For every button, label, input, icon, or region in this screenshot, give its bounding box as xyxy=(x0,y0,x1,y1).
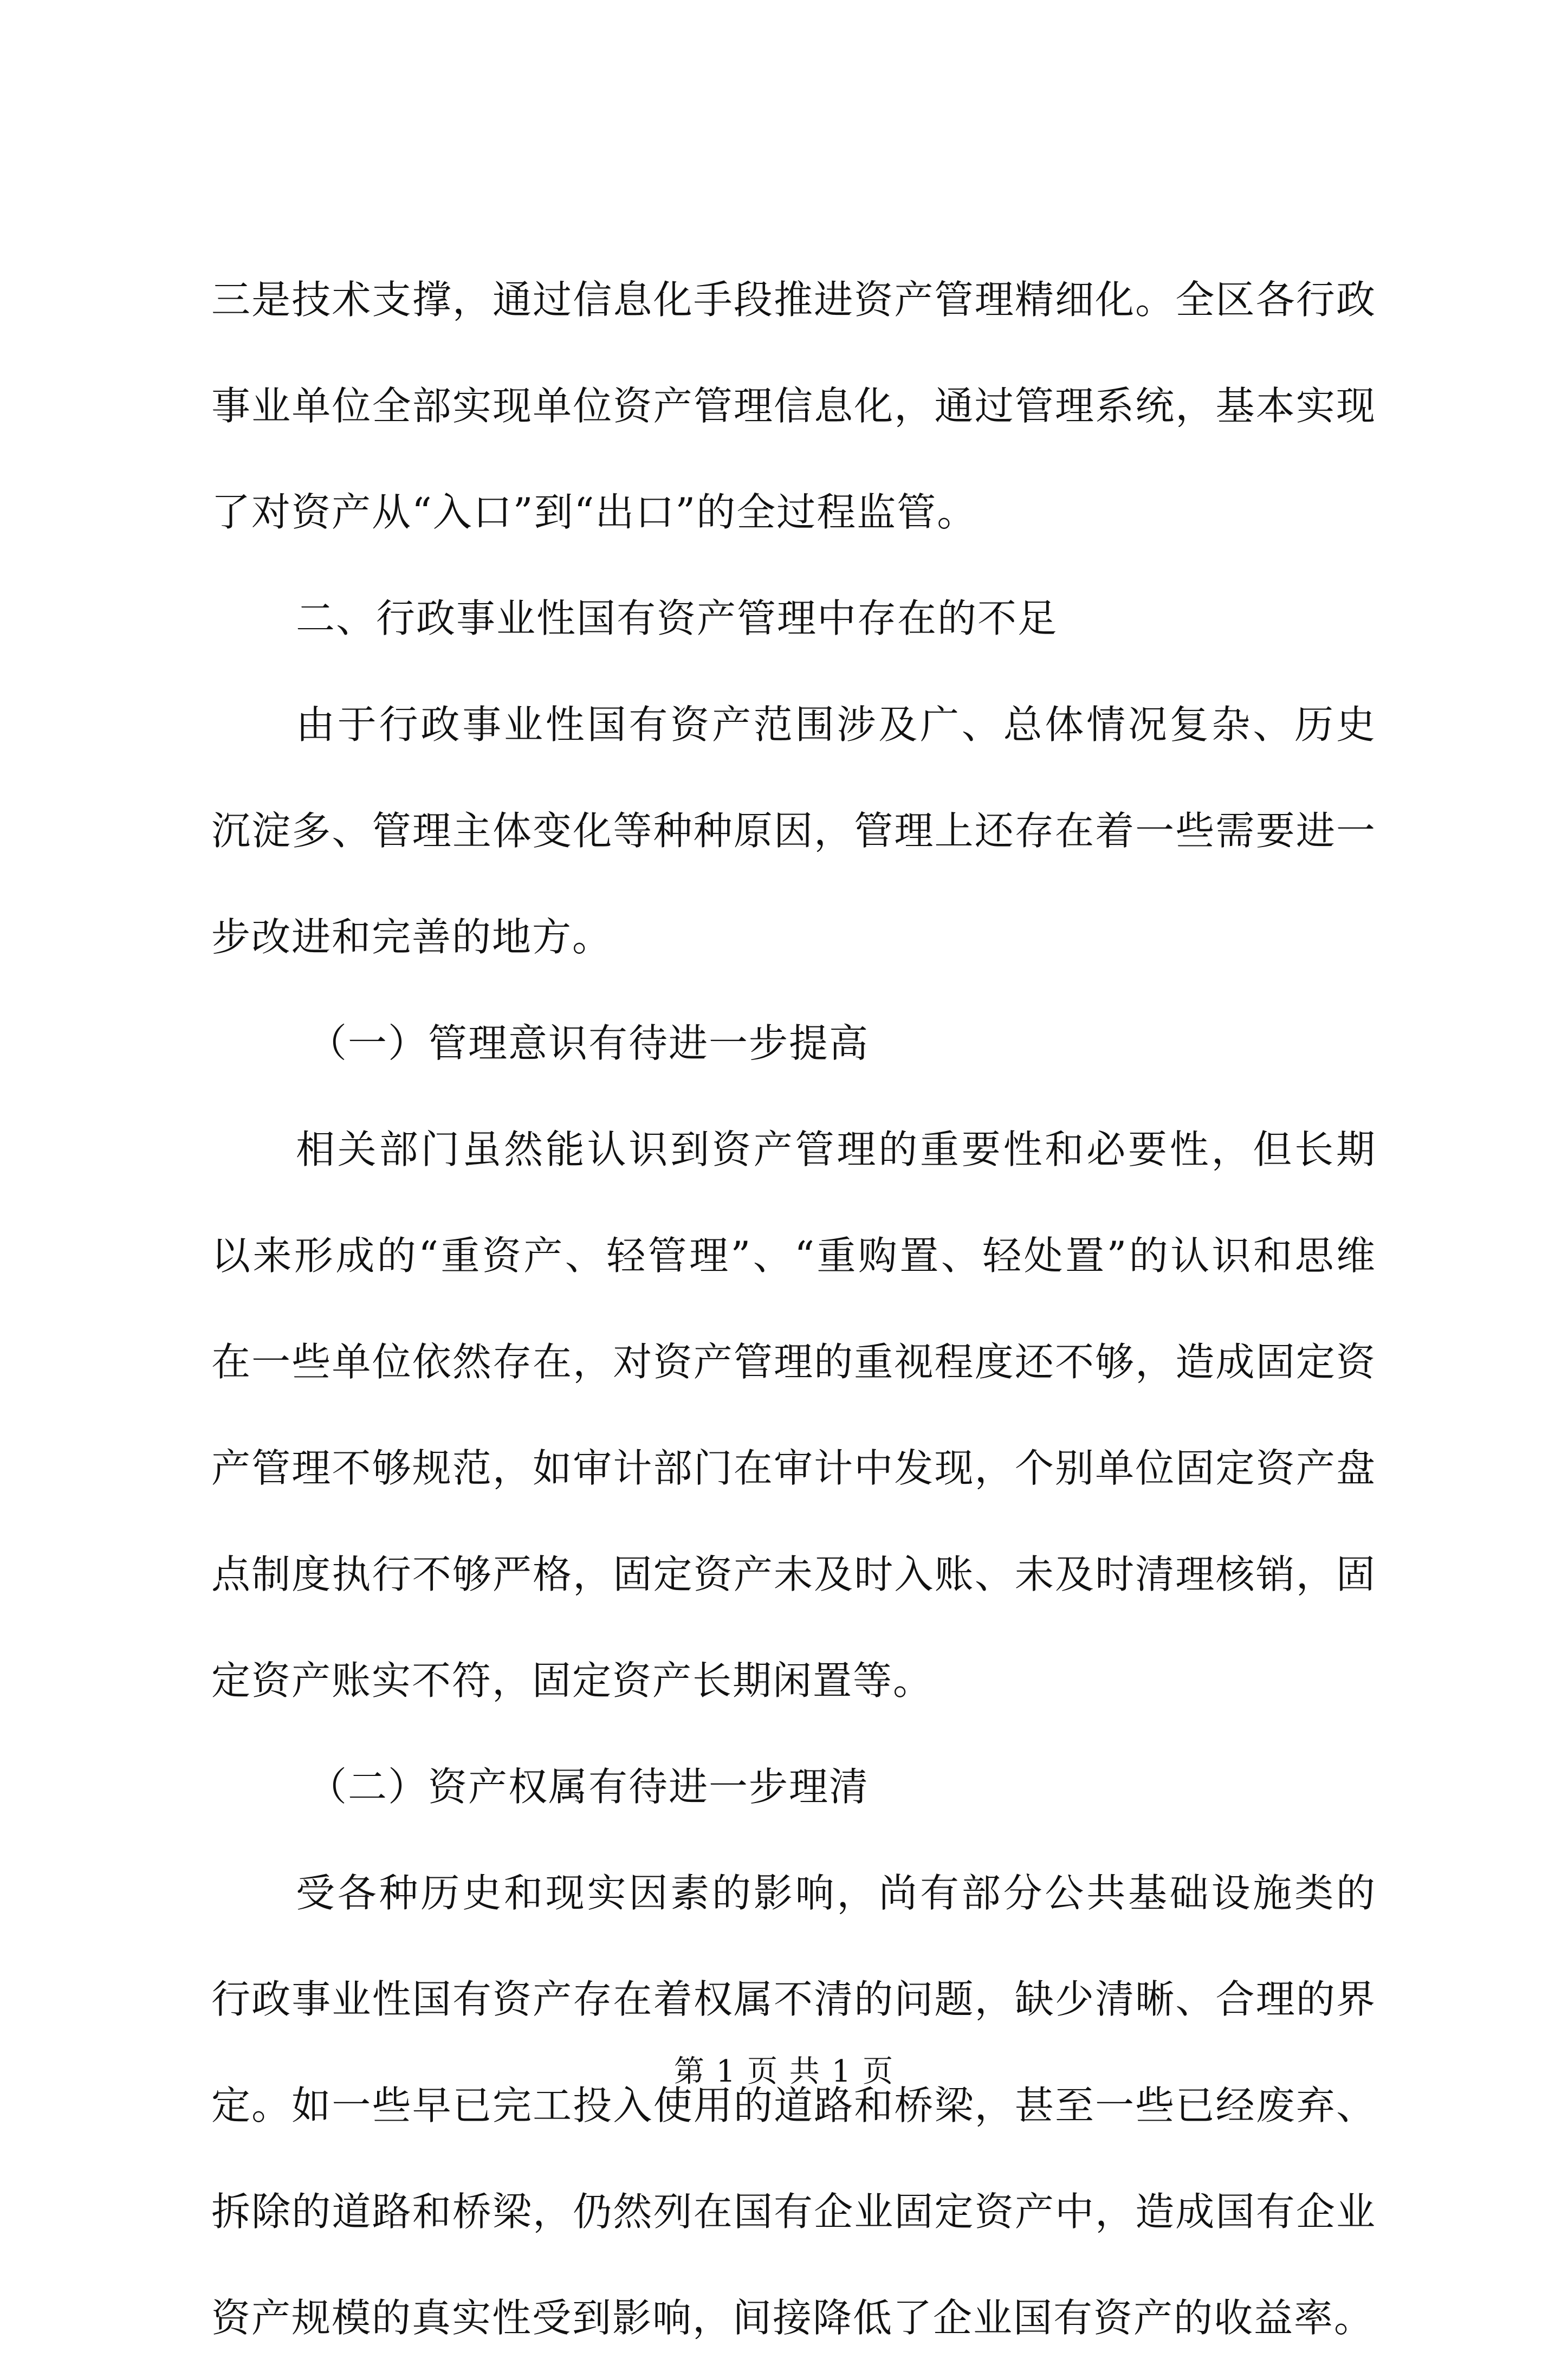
paragraph-asset-ownership: 受各种历史和现实因素的影响，尚有部分公共基础设施类的行政事业性国有资产存在着权属不清的问题，缺少清晰、合理的界定。如一些早已完工投入使用的道路和桥梁，甚至一些已经废弃、拆除的道路和桥梁，仍然列在国有企业固定资产中，造成国有企业资产规模的真实性受到影响，间接降低了企业国有资产的收益率。 xyxy=(211,1870,1376,2341)
paragraph-shortcomings-intro: 由于行政事业性国有资产范围涉及广、总体情况复杂、历史沉淀多、管理主体变化等种种原因，管理上还存在着一些需要进一步改进和完善的地方。 xyxy=(211,702,1376,960)
section-heading-shortcomings: 二、行政事业性国有资产管理中存在的不足 xyxy=(296,596,1058,641)
paragraph-tech-support: 三是技术支撑，通过信息化手段推进资产管理精细化。全区各行政事业单位全部实现单位资产管理信息化，通过管理系统，基本实现了对资产从“入口”到“出口”的全过程监管。 xyxy=(211,277,1376,535)
subheading-management-awareness: （一）管理意识有待进一步提高 xyxy=(308,1020,870,1066)
document-body xyxy=(211,247,1376,2371)
paragraph-management-awareness: 相关部门虽然能认识到资产管理的重要性和必要性，但长期以来形成的“重资产、轻管理”、“重购置、轻处置”的认识和思维在一些单位依然存在，对资产管理的重视程度还不够，造成固定资产管理不够规范，如审计部门在审计中发现，个别单位固定资产盘点制度执行不够严格，固定资产未及时入账、未及时清理核销，固定资产账实不符，固定资产长期闲置等。 xyxy=(211,1127,1376,1703)
subheading-asset-ownership: （二）资产权属有待进一步理清 xyxy=(308,1764,870,1810)
page-footer: 第 1 页 共 1 页 xyxy=(673,2054,895,2089)
